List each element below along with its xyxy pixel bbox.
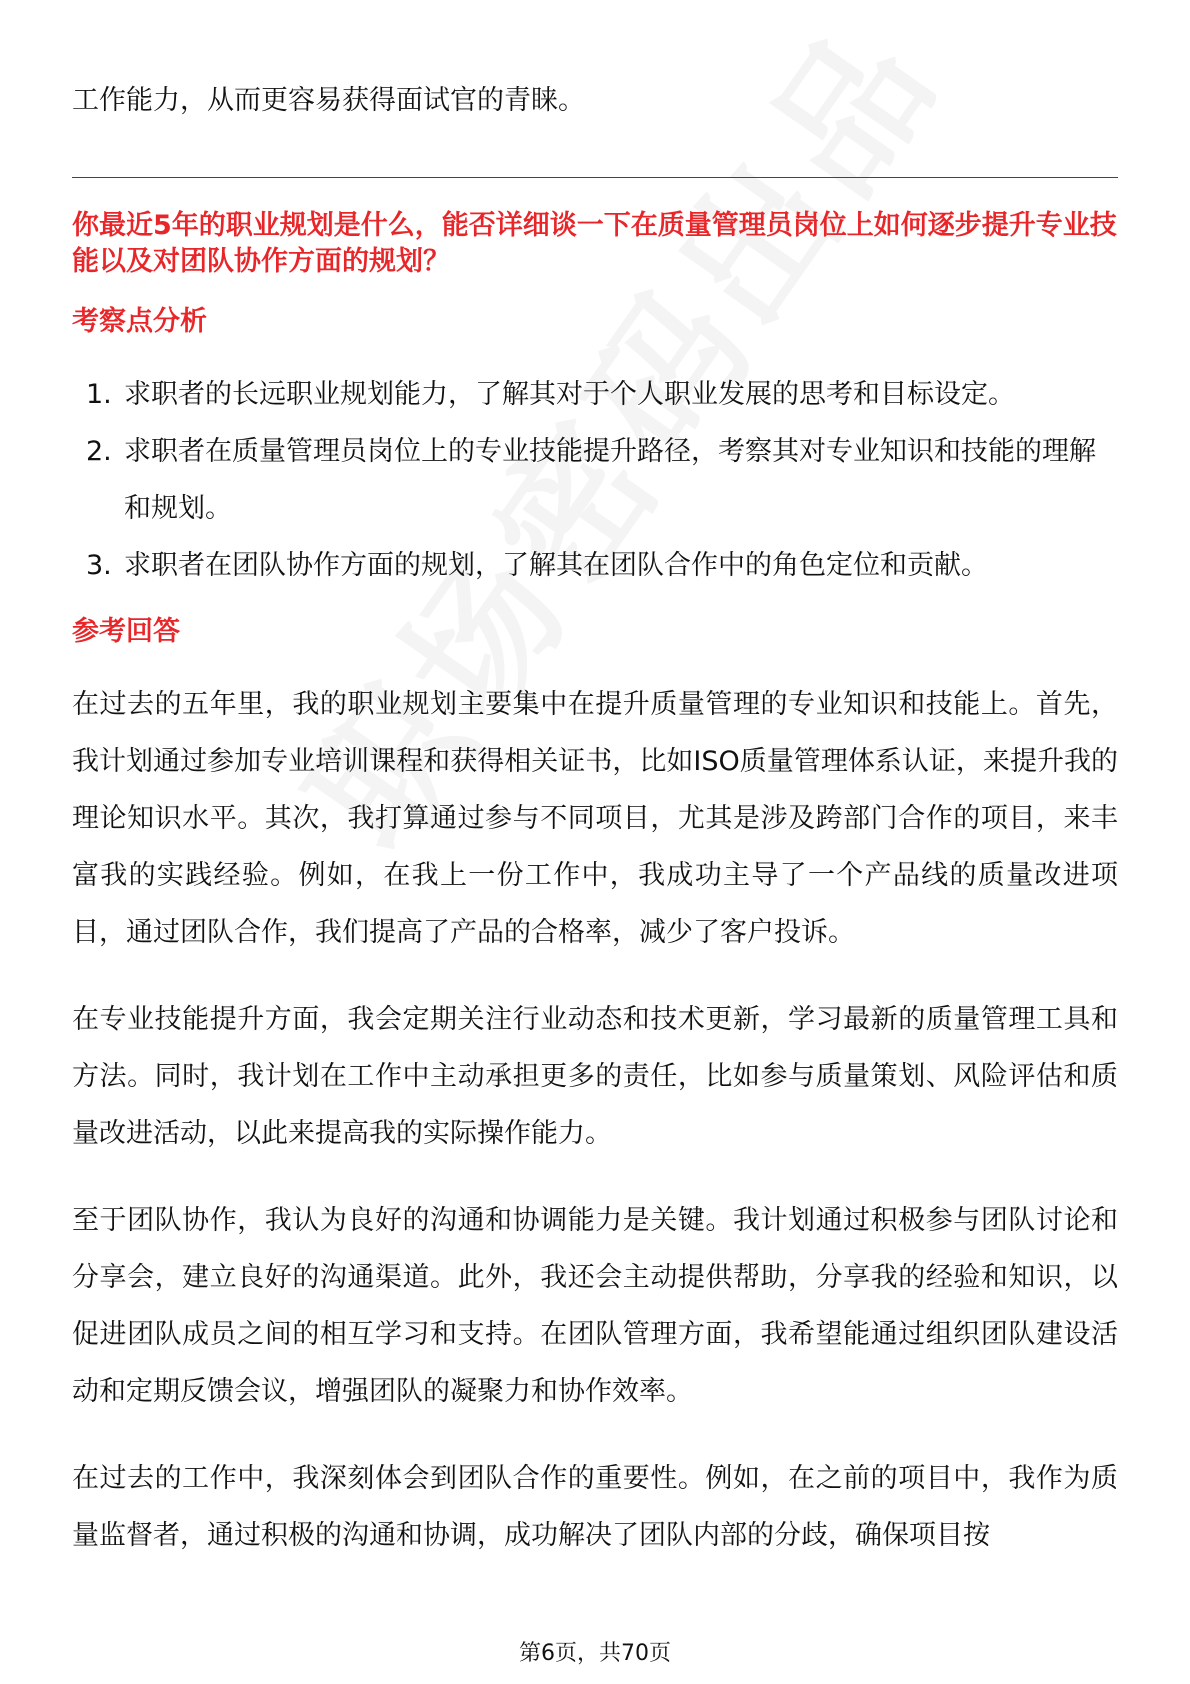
analysis-list (72, 366, 1118, 594)
paragraph-gap (72, 1420, 1118, 1450)
analysis-title: 考察点分析 (72, 306, 207, 337)
page-footer: 第6页，共70页 (519, 1641, 671, 1666)
section-divider (72, 177, 1118, 178)
answer-paragraph: 在过去的工作中，我深刻体会到团队合作的重要性。例如，在之前的项目中，我作为质量监督者，通过积极的沟通和协调，成功解决了团队内部的分歧，确保项目按 (72, 1463, 1118, 1551)
paragraph-gap (72, 961, 1118, 991)
answer-paragraph: 至于团队协作，我认为良好的沟通和协调能力是关键。我计划通过积极参与团队讨论和分享会，建立良好的沟通渠道。此外，我还会主动提供帮助，分享我的经验和知识，以促进团队成员之间的相互学习和支持。在团队管理方面，我希望能通过组织团队建设活动和定期反馈会议，增强团队的凝聚力和协作效率。 (72, 1205, 1118, 1407)
analysis-item (72, 366, 1118, 423)
answer-paragraph: 在专业技能提升方面，我会定期关注行业动态和技术更新，学习最新的质量管理工具和方法。同时，我计划在工作中主动承担更多的责任，比如参与质量策划、风险评估和质量改进活动，以此来提高我的实际操作能力。 (72, 1004, 1118, 1149)
page-content (72, 72, 1118, 1564)
analysis-item (72, 423, 1118, 537)
list-number: 3. (86, 550, 112, 581)
list-number: 1. (86, 379, 112, 410)
answer-paragraph: 在过去的五年里，我的职业规划主要集中在提升质量管理的专业知识和技能上。首先，我计划通过参加专业培训课程和获得相关证书，比如ISO质量管理体系认证，来提升我的理论知识水平。其次，我打算通过参与不同项目，尤其是涉及跨部门合作的项目，来丰富我的实践经验。例如，在我上一份工作中，我成功主导了一个产品线的质量改进项目，通过团队合作，我们提高了产品的合格率，减少了客户投诉。 (72, 689, 1118, 948)
list-number: 2. (86, 436, 112, 467)
continuation-text: 工作能力，从而更容易获得面试官的青睐。 (72, 85, 585, 116)
question-heading: 你最近5年的职业规划是什么，能否详细谈一下在质量管理员岗位上如何逐步提升专业技能以及对团队协作方面的规划？ (72, 210, 1117, 277)
analysis-item-text: 求职者在团队协作方面的规划，了解其在团队合作中的角色定位和贡献。 (124, 550, 988, 581)
answer-title: 参考回答 (72, 616, 180, 647)
analysis-item (72, 537, 1118, 594)
paragraph-gap (72, 1162, 1118, 1192)
analysis-item-text: 求职者的长远职业规划能力，了解其对于个人职业发展的思考和目标设定。 (124, 379, 1015, 410)
analysis-item-text: 求职者在质量管理员岗位上的专业技能提升路径，考察其对专业知识和技能的理解和规划。 (124, 436, 1096, 524)
